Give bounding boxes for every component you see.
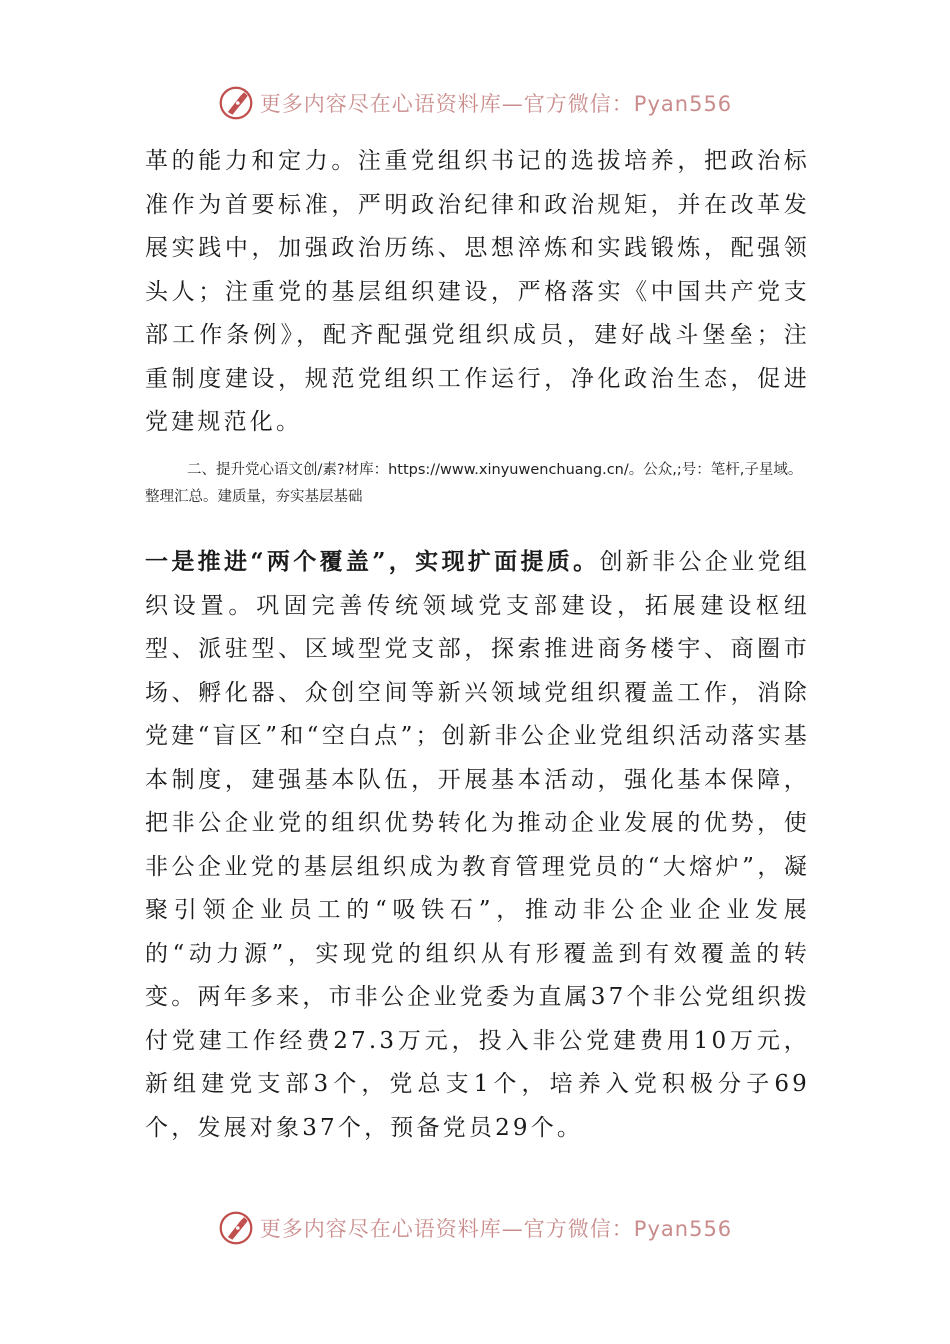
section-heading-note-text: 二、提升党心语文创/素?材库：https://www.xinyuwenchuang.cn/。公众,;号：笔杆,子星域。整理汇总。建质量，夯实基层基础 <box>145 462 803 505</box>
header-banner-text: 更多内容尽在心语资料库—官方微信：Pyan556 <box>259 92 733 116</box>
pen-nib-logo-icon <box>218 85 254 121</box>
pen-nib-logo-icon <box>218 1210 254 1246</box>
footer-banner-text: 更多内容尽在心语资料库—官方微信：Pyan556 <box>259 1217 733 1241</box>
paragraph-continued: 革的能力和定力。注重党组织书记的选拔培养，把政治标准作为首要标准，严明政治纪律和政治规矩，并在改革发展实践中，加强政治历练、思想淬炼和实践锻炼，配强领头人；注重党的基层组织建设，严格落实《中国共产党支部工作条例》，配齐配强党组织成员，建好战斗堡垒；注重制度建设，规范党组织工作运行，净化政治生态，促进党建规范化。 <box>145 148 810 435</box>
section-heading-note <box>145 457 815 511</box>
paragraph-body: 创新非公企业党组织设置。巩固完善传统领域党支部建设，拓展建设枢纽型、派驻型、区域型党支部，探索推进商务楼宇、商圈市场、孵化器、众创空间等新兴领域党组织覆盖工作，消除党建“盲区”和“空白点”；创新非公企业党组织活动落实基本制度，建强基本队伍，开展基本活动，强化基本保障，把非公企业党的组织优势转化为推动企业发展的优势，使非公企业党的基层组织成为教育管理党员的“大熔炉”，凝聚引领企业员工的“吸铁石”，推动非公企业企业发展的“动力源”，实现党的组织从有形覆盖到有效覆盖的转变。两年多来，市非公企业党委为直属37个非公党组织拨付党建工作经费27.3万元，投入非公党建费用10万元，新组建党支部3个，党总支1个，培养入党积极分子69个，发展对象37个，预备党员29个。 <box>145 549 811 1141</box>
paragraph-two-coverages <box>145 540 810 1150</box>
header-banner <box>0 78 950 128</box>
footer-banner <box>0 1203 950 1253</box>
paragraph-lead-bold: 一是推进“两个覆盖”，实现扩面提质。 <box>145 548 600 575</box>
